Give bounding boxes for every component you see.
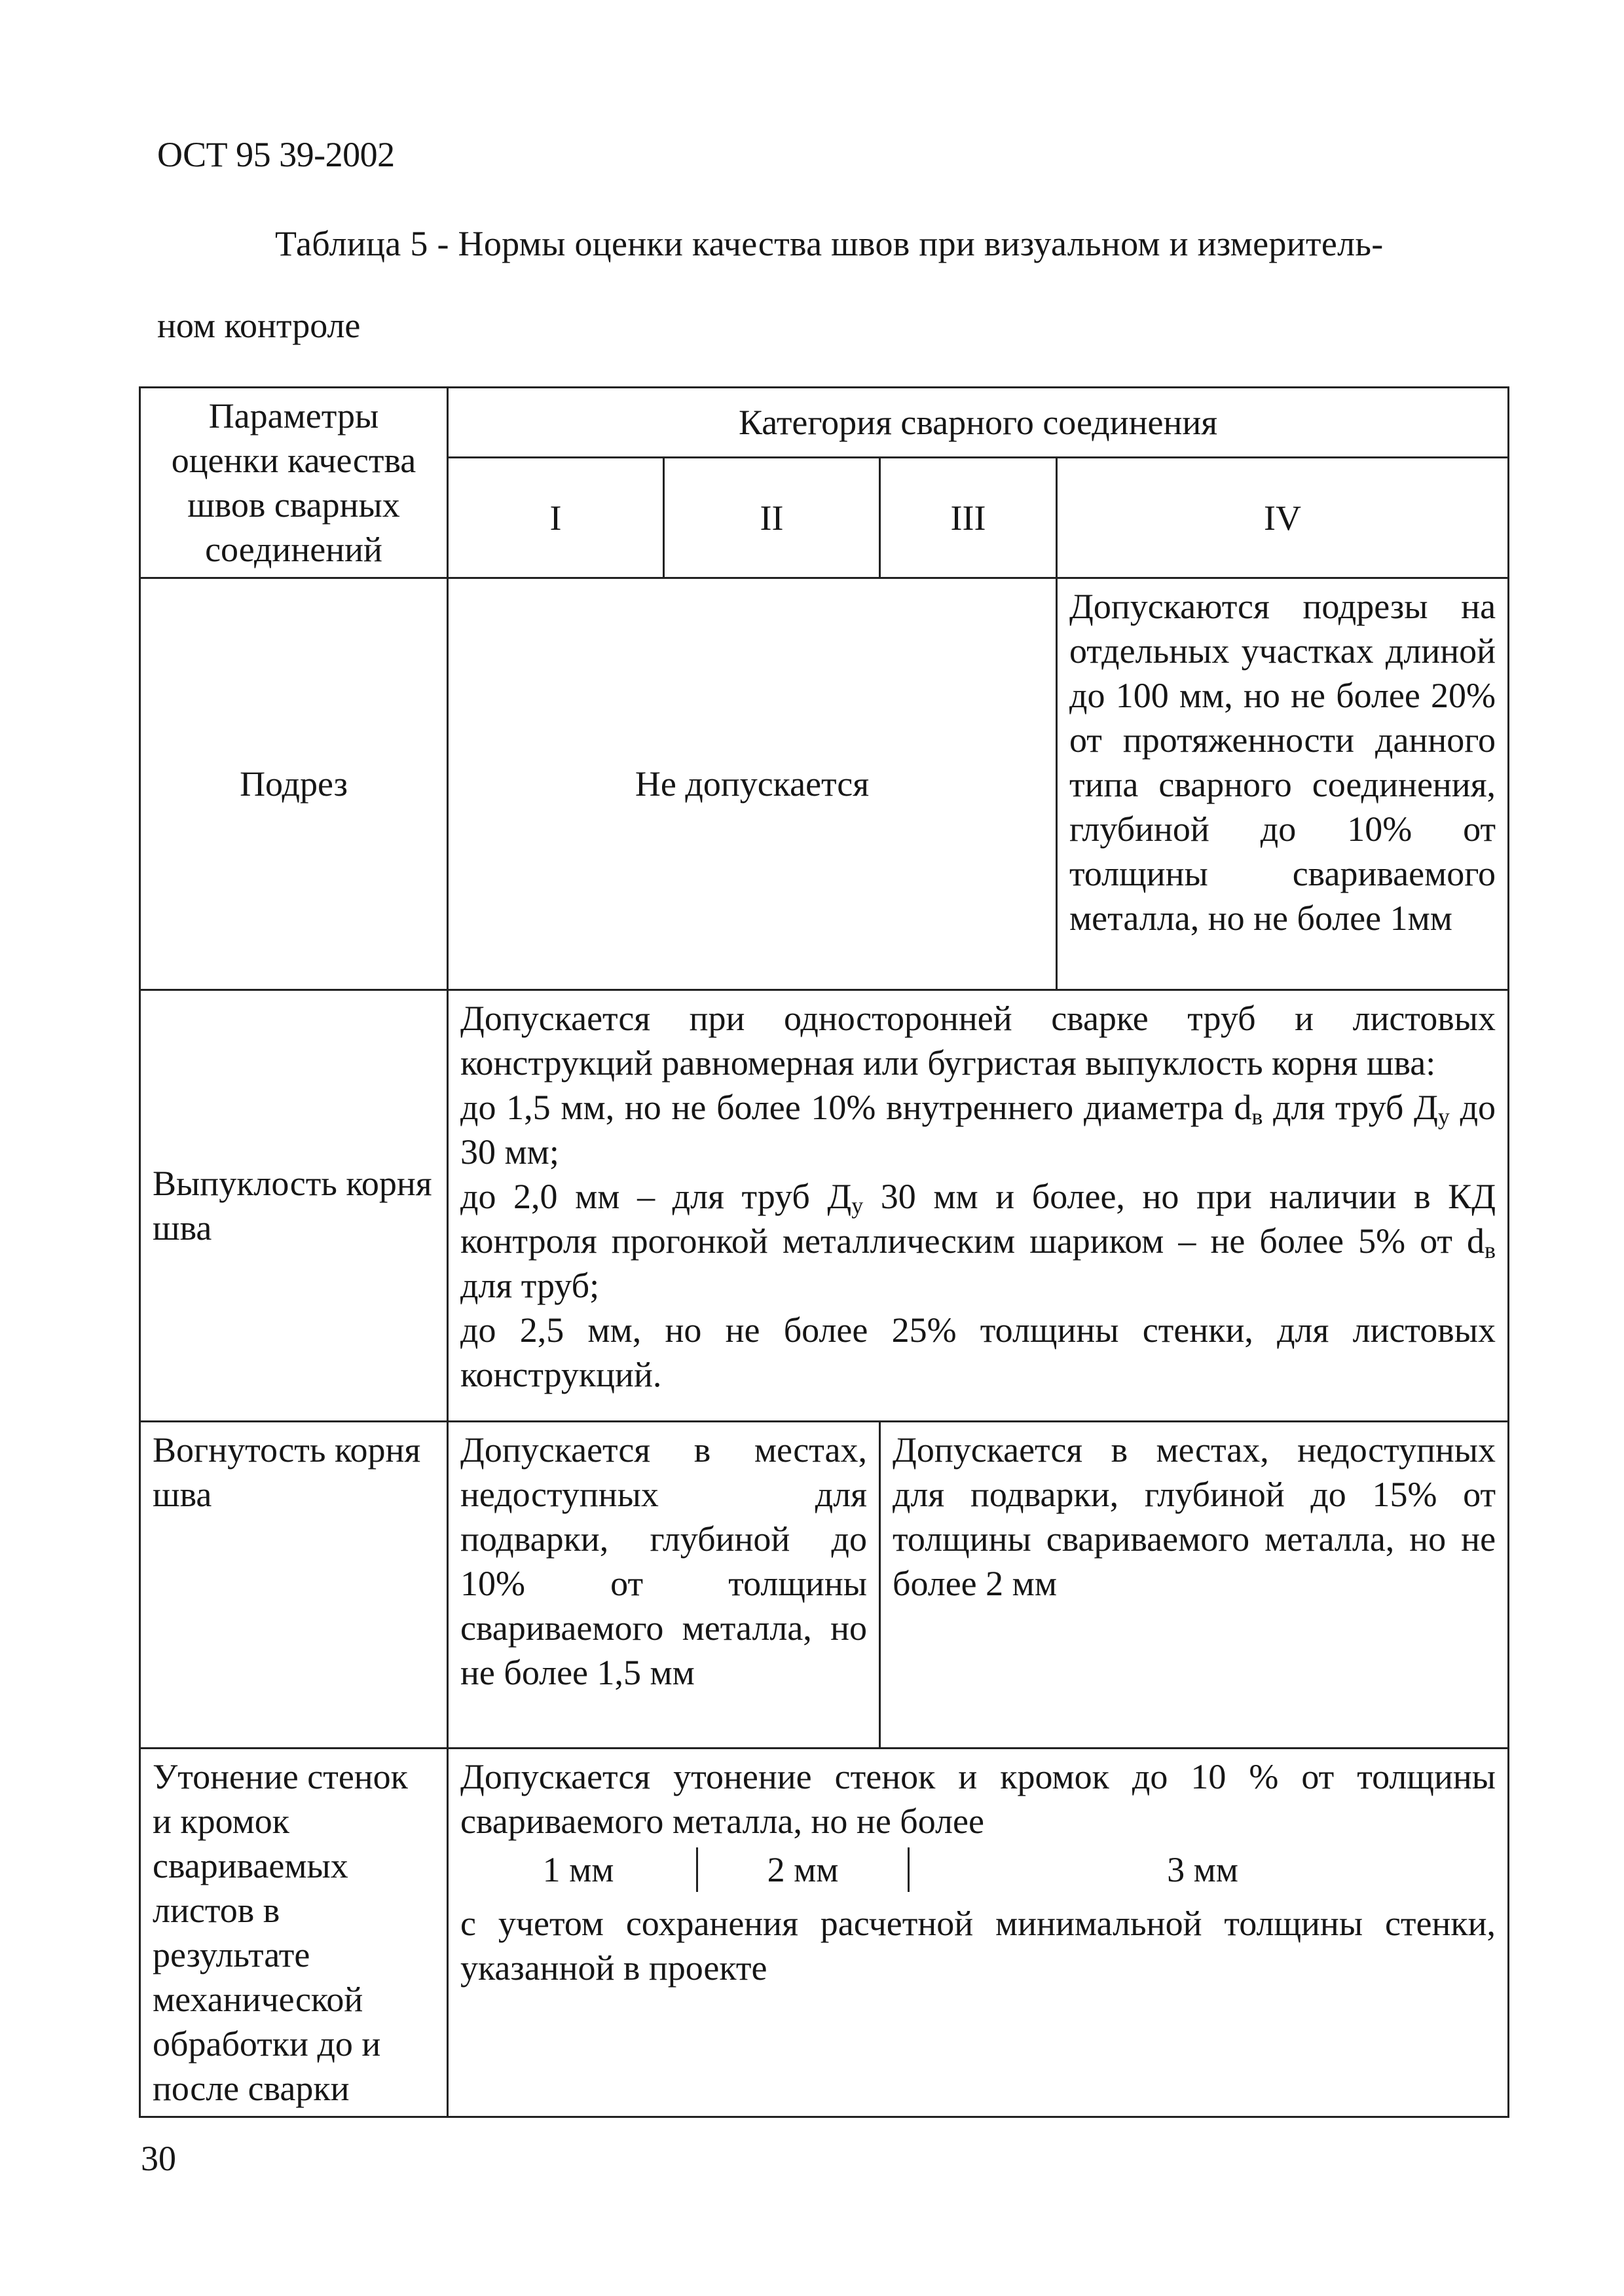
table-row xyxy=(140,1749,1509,2117)
vypuklost-line-3a: до 2,0 мм – для труб Д xyxy=(460,1177,852,1216)
vognutost-cats-3-4-text: Допускается в местах, недоступных для подварки, глубиной до 15% от толщины свариваемого металла, но не более 2 мм xyxy=(893,1430,1496,1603)
vognutost-cats-1-2 xyxy=(448,1422,880,1749)
param-cell xyxy=(140,578,448,990)
vypuklost-line-2-sub2: у xyxy=(1437,1103,1450,1130)
utonenie-line-2: с учетом сохранения расчетной минимальной толщины стенки, указанной в проекте xyxy=(460,1904,1496,1988)
utonenie-line-1: Допускается утонение стенок и кромок до 10 % от толщины свариваемого металла, но не более xyxy=(460,1757,1496,1841)
limit-1: 1 мм xyxy=(460,1847,698,1892)
standard-code: ОСТ 95 39-2002 xyxy=(157,135,395,174)
caption-line-2: ном контроле xyxy=(157,306,361,345)
limit-3: 3 мм xyxy=(1167,1850,1238,1889)
limit-2: 2 мм xyxy=(698,1847,910,1892)
vypuklost-line-2b: для труб Д xyxy=(1263,1088,1438,1127)
vypuklost-line-3c: для труб; xyxy=(460,1266,600,1305)
podrez-cats-1-3 xyxy=(448,578,1057,990)
param-vognutost: Вогнутость корня шва xyxy=(153,1430,421,1514)
utonenie-limits xyxy=(460,1847,1496,1892)
caption-line-1: Таблица 5 - Нормы оценки качества швов при визуальном и измеритель- xyxy=(275,224,1384,263)
table-row xyxy=(140,578,1509,990)
category-I: I xyxy=(448,458,664,578)
category-II: II xyxy=(664,458,880,578)
param-utonenie: Утонение стенок и кромок свариваемых листов в результате механической обработки до и после сварки xyxy=(153,1757,408,2108)
vypuklost-line-3-sub2: в xyxy=(1485,1237,1496,1263)
category-IV: IV xyxy=(1057,458,1509,578)
vypuklost-line-1: Допускается при односторонней сварке труб и листовых конструкций равномерная или бугристая выпуклость корня шва: xyxy=(460,999,1496,1083)
vypuklost-line-4: до 2,5 мм, но не более 25% толщины стенки, для листовых конструкций. xyxy=(460,1310,1496,1394)
category-III: III xyxy=(880,458,1057,578)
vypuklost-line-3b: 30 мм и более, но при наличии в КД контроля прогонкой металлическим шариком – не более 5% от d xyxy=(460,1177,1496,1261)
quality-norms-table xyxy=(139,386,1509,2118)
podrez-cat-4 xyxy=(1057,578,1509,990)
vypuklost-line-2-sub: в xyxy=(1251,1103,1263,1130)
param-header-cell xyxy=(140,388,448,578)
vypuklost-line-2c: до 30 мм; xyxy=(460,1088,1496,1172)
vognutost-cats-3-4 xyxy=(880,1422,1509,1749)
podrez-cats-1-3-text: Не допускается xyxy=(635,764,870,804)
podrez-cat-4-text: Допускаются подрезы на отдельных участках длиной до 100 мм, но не более 20% от протяженности данного типа сварного соединения, глубиной до 10% от толщины свариваемого металла, но не более 1мм xyxy=(1069,587,1496,938)
table-row xyxy=(140,990,1509,1422)
param-header: Параметры оценки качества швов сварных соединений xyxy=(171,396,416,569)
vypuklost-all-cats xyxy=(448,990,1509,1422)
param-cell xyxy=(140,1749,448,2117)
table-header-row xyxy=(140,388,1509,458)
vognutost-cats-1-2-text: Допускается в местах, недоступных для подварки, глубиной до 10% от толщины свариваемого металла, но не более 1,5 мм xyxy=(460,1430,867,1692)
table-caption xyxy=(157,203,1486,367)
vypuklost-line-2a: до 1,5 мм, но не более 10% внутреннего диаметра d xyxy=(460,1088,1252,1127)
param-cell xyxy=(140,1422,448,1749)
vypuklost-line-3-sub: у xyxy=(851,1193,864,1219)
table-row xyxy=(140,1422,1509,1749)
param-vypuklost: Выпуклость корня шва xyxy=(153,1164,432,1248)
utonenie-all-cats xyxy=(448,1749,1509,2117)
category-header: Категория сварного соединения xyxy=(738,403,1218,443)
page-number: 30 xyxy=(141,2139,176,2178)
param-cell xyxy=(140,990,448,1422)
param-podrez: Подрез xyxy=(240,764,348,804)
category-header-cell xyxy=(448,388,1509,458)
